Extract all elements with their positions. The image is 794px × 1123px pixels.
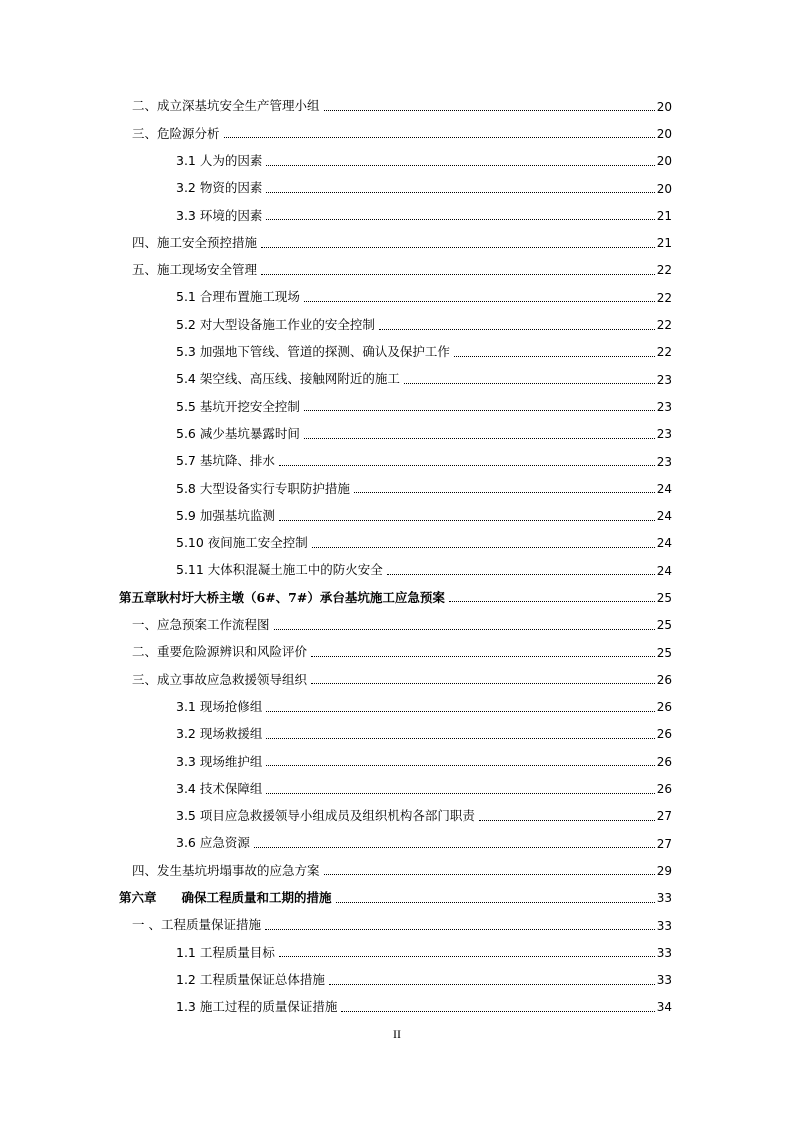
dot-leader	[324, 110, 655, 111]
dot-leader	[454, 356, 655, 357]
toc-entry-label: 1.2 工程质量保证总体措施	[176, 971, 325, 987]
toc-entry-page: 23	[656, 427, 672, 442]
dot-leader	[354, 492, 655, 493]
toc-chapter-entry[interactable]	[0, 584, 672, 611]
toc-entry-page: 24	[656, 481, 672, 496]
toc-entry-label: 四、施工安全预控措施	[132, 234, 258, 250]
toc-entry-label: 一、应急预案工作流程图	[132, 617, 270, 633]
toc-entry-label: 1.3 施工过程的质量保证措施	[176, 999, 338, 1015]
toc-entry-page: 26	[656, 727, 672, 742]
toc-entry-page: 25	[656, 590, 672, 605]
dot-leader	[266, 738, 654, 739]
toc-entry[interactable]	[0, 475, 672, 502]
toc-entry[interactable]	[0, 120, 672, 147]
dot-leader	[341, 1011, 654, 1012]
dot-leader	[274, 629, 655, 630]
toc-entry-label: 5.6 减少基坑暴露时间	[176, 425, 300, 441]
dot-leader	[311, 656, 655, 657]
dot-leader	[304, 301, 655, 302]
toc-entry-page: 27	[656, 836, 672, 851]
dot-leader	[279, 520, 655, 521]
toc-entry[interactable]	[0, 366, 672, 393]
toc-entry[interactable]	[0, 175, 672, 202]
toc-entry[interactable]	[0, 721, 672, 748]
toc-entry-page: 34	[656, 1000, 672, 1015]
toc-entry-page: 23	[656, 399, 672, 414]
dot-leader	[324, 874, 655, 875]
toc-entry-label: 5.1 合理布置施工现场	[176, 289, 300, 305]
toc-entry-label: 第五章耿村圩大桥主墩（6#、7#）承台基坑施工应急预案	[119, 589, 445, 605]
table-of-contents	[0, 93, 794, 1021]
toc-entry-page: 21	[656, 236, 672, 251]
toc-entry-label: 1.1 工程质量目标	[176, 944, 275, 960]
toc-entry-label: 5.2 对大型设备施工作业的安全控制	[176, 316, 375, 332]
dot-leader	[387, 574, 655, 575]
toc-entry-page: 33	[656, 973, 672, 988]
toc-entry-page: 23	[656, 454, 672, 469]
toc-entry-label: 5.9 加强基坑监测	[176, 507, 275, 523]
toc-entry[interactable]	[0, 694, 672, 721]
toc-entry[interactable]	[0, 939, 672, 966]
toc-entry-page: 33	[656, 918, 672, 933]
dot-leader	[261, 247, 655, 248]
toc-entry-label: 3.2 现场救援组	[176, 726, 263, 742]
toc-entry[interactable]	[0, 857, 672, 884]
toc-entry-label: 5.4 架空线、高压线、接触网附近的施工	[176, 371, 400, 387]
toc-entry[interactable]	[0, 311, 672, 338]
toc-entry-label: 3.6 应急资源	[176, 835, 250, 851]
toc-entry-page: 22	[656, 345, 672, 360]
dot-leader	[304, 438, 655, 439]
dot-leader	[266, 219, 654, 220]
toc-entry[interactable]	[0, 994, 672, 1021]
toc-entry-label: 5.5 基坑开挖安全控制	[176, 398, 300, 414]
dot-leader	[279, 956, 655, 957]
toc-entry[interactable]	[0, 257, 672, 284]
toc-entry[interactable]	[0, 666, 672, 693]
toc-entry-page: 24	[656, 536, 672, 551]
toc-entry-page: 23	[656, 372, 672, 387]
toc-entry-page: 26	[656, 754, 672, 769]
toc-entry-page: 26	[656, 782, 672, 797]
toc-entry[interactable]	[0, 421, 672, 448]
toc-entry-label: 3.5 项目应急救援领导小组成员及组织机构各部门职责	[176, 808, 475, 824]
toc-entry-page: 24	[656, 563, 672, 578]
toc-entry[interactable]	[0, 639, 672, 666]
toc-entry[interactable]	[0, 803, 672, 830]
toc-entry-page: 26	[656, 672, 672, 687]
toc-entry-label: 3.2 物资的因素	[176, 180, 263, 196]
dot-leader	[304, 410, 655, 411]
toc-entry-page: 20	[656, 99, 672, 114]
dot-leader	[311, 683, 655, 684]
toc-entry-page: 25	[656, 618, 672, 633]
toc-entry-label: 5.10 夜间施工安全控制	[176, 535, 308, 551]
toc-entry-label: 5.3 加强地下管线、管道的探测、确认及保护工作	[176, 344, 450, 360]
toc-entry[interactable]	[0, 148, 672, 175]
dot-leader	[479, 820, 655, 821]
dot-leader	[279, 465, 655, 466]
dot-leader	[404, 383, 655, 384]
dot-leader	[266, 793, 654, 794]
dot-leader	[266, 165, 654, 166]
toc-entry[interactable]	[0, 229, 672, 256]
toc-entry[interactable]	[0, 748, 672, 775]
toc-entry-label: 5.11 大体积混凝土施工中的防火安全	[176, 562, 383, 578]
dot-leader	[224, 137, 655, 138]
toc-entry[interactable]	[0, 502, 672, 529]
dot-leader	[261, 274, 655, 275]
dot-leader	[266, 192, 654, 193]
toc-entry-label: 3.3 环境的因素	[176, 207, 263, 223]
toc-entry[interactable]	[0, 339, 672, 366]
toc-entry[interactable]	[0, 912, 672, 939]
toc-entry-label: 五、施工现场安全管理	[132, 262, 258, 278]
toc-entry-page: 26	[656, 700, 672, 715]
toc-entry-label: 3.1 现场抢修组	[176, 698, 263, 714]
dot-leader	[266, 765, 654, 766]
toc-entry[interactable]	[0, 284, 672, 311]
toc-entry-label: 第六章 确保工程质量和工期的措施	[119, 890, 332, 905]
toc-entry-page: 29	[656, 863, 672, 878]
toc-entry[interactable]	[0, 967, 672, 994]
toc-entry[interactable]	[0, 448, 672, 475]
toc-entry-label: 二、成立深基坑安全生产管理小组	[132, 98, 320, 114]
toc-entry-label: 5.8 大型设备实行专职防护措施	[176, 480, 350, 496]
toc-entry-label: 3.3 现场维护组	[176, 753, 263, 769]
toc-entry[interactable]	[0, 557, 672, 584]
toc-entry-page: 20	[656, 181, 672, 196]
page-footer-number: II	[393, 1027, 401, 1041]
toc-entry-page: 22	[656, 263, 672, 278]
dot-leader	[265, 929, 655, 930]
toc-entry[interactable]	[0, 612, 672, 639]
dot-leader	[329, 984, 655, 985]
dot-leader	[312, 547, 655, 548]
toc-chapter-entry[interactable]	[0, 885, 672, 912]
dot-leader	[449, 601, 655, 602]
toc-entry[interactable]	[0, 202, 672, 229]
toc-entry-label: 3.4 技术保障组	[176, 780, 263, 796]
toc-entry-page: 33	[656, 891, 672, 906]
toc-entry-label: 三、成立事故应急救援领导组织	[132, 671, 308, 687]
toc-entry[interactable]	[0, 830, 672, 857]
toc-entry-label: 3.1 人为的因素	[176, 152, 263, 168]
toc-entry-label: 二、重要危险源辨识和风险评价	[132, 644, 308, 660]
toc-entry-page: 21	[656, 208, 672, 223]
toc-entry-page: 27	[656, 809, 672, 824]
toc-entry-label: 一 、工程质量保证措施	[132, 917, 261, 933]
dot-leader	[254, 847, 655, 848]
dot-leader	[336, 902, 655, 903]
toc-entry-page: 25	[656, 645, 672, 660]
toc-entry-label: 5.7 基坑降、排水	[176, 453, 275, 469]
toc-entry[interactable]	[0, 775, 672, 802]
dot-leader	[266, 711, 654, 712]
toc-entry-page: 20	[656, 126, 672, 141]
toc-entry-page: 24	[656, 509, 672, 524]
toc-entry-page: 20	[656, 154, 672, 169]
toc-entry-page: 33	[656, 945, 672, 960]
toc-entry[interactable]	[0, 393, 672, 420]
toc-entry[interactable]	[0, 530, 672, 557]
toc-entry-label: 四、发生基坑坍塌事故的应急方案	[132, 862, 320, 878]
toc-entry-page: 22	[656, 318, 672, 333]
toc-entry-page: 22	[656, 290, 672, 305]
toc-entry-label: 三、危险源分析	[132, 125, 220, 141]
dot-leader	[379, 329, 655, 330]
toc-entry[interactable]	[0, 93, 672, 120]
